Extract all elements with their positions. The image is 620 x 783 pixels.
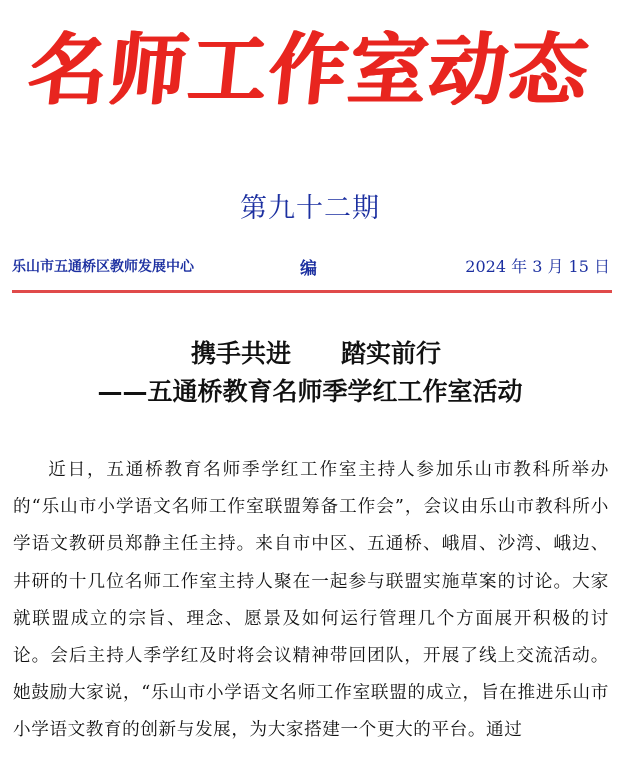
issue-number: 第九十二期: [240, 193, 380, 224]
masthead: [0, 8, 620, 120]
publisher-organization: 乐山市五通桥区教师发展中心: [12, 259, 194, 275]
edit-label: 编: [300, 259, 317, 279]
article-body: 近日，五通桥教育名师季学红工作室主持人参加乐山市教科所举办的“乐山市小学语文名师工作室联盟筹备工作会”，会议由乐山市教科所小学语文教研员郑静主任主持。来自市中区、五通桥、峨眉、沙湾、峨边、井研的十几位名师工作室主持人聚在一起参与联盟实施草案的讨论。大家就联盟成立的宗旨、理念、愿景及如何运行管理几个方面展开积极的讨论。会后主持人季学红及时将会议精神带回团队，开展了线上交流活动。她鼓励大家说，“乐山市小学语文名师工作室联盟的成立，旨在推进乐山市小学语文教育的创新与发展，为大家搭建一个更大的平台。通过: [13, 460, 609, 741]
header-divider: [12, 290, 612, 293]
publication-date: 2024 年 3 月 15 日: [465, 257, 610, 276]
article-title: 携手共进 踏实前行: [190, 339, 441, 368]
article-subtitle: ——五通桥教育名师季学红工作室活动: [97, 377, 523, 406]
publication-meta: [12, 254, 610, 278]
masthead-title: 名师工作室动态: [24, 26, 594, 116]
